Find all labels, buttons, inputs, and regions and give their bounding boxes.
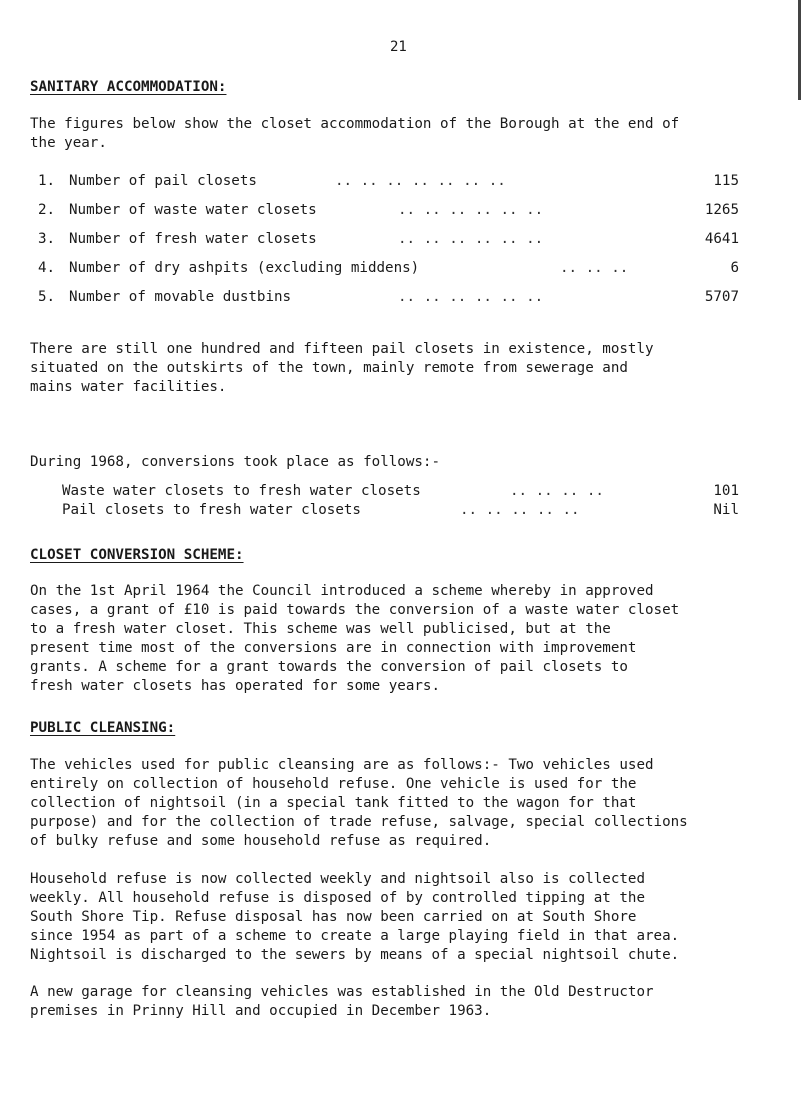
table-row — [0, 482, 801, 501]
public-cleansing-paragraph-1: The vehicles used for public cleansing are as follows:- Two vehicles used entirely on collection of household refuse. One vehicle is used for the collection of nightsoil (in a special tank fitted to the wagon for that purpose) and for the collection of trade refuse, salvage, special collections of bulky refuse and some household refuse as required. — [30, 757, 688, 849]
row-value: 1265 — [704, 202, 739, 218]
row-label: Pail closets to fresh water closets — [62, 502, 361, 518]
row-label: Number of dry ashpits (excluding middens) — [69, 260, 420, 276]
table-row — [0, 201, 801, 220]
row-value: 5707 — [704, 289, 739, 305]
row-number: 1. — [38, 173, 56, 189]
leader-dots: .. .. .. .. .. .. — [398, 231, 544, 247]
row-label: Number of fresh water closets — [69, 231, 317, 247]
leader-dots: .. .. .. .. — [510, 483, 604, 499]
row-label: Waste water closets to fresh water closets — [62, 483, 421, 499]
leader-dots: .. .. .. .. .. — [460, 502, 580, 518]
table-row — [0, 288, 801, 307]
closet-scheme-text: On the 1st April 1964 the Council introduced a scheme whereby in approved cases, a grant of £10 is paid towards the conversion of a waste water closet to a fresh water closet. This scheme was well publicised, but at the present time most of the conversions are in connection with improvement grants. A scheme for a grant towards the conversion of pail closets to fresh water closets has operated for some years. — [30, 583, 680, 694]
row-label: Number of waste water closets — [69, 202, 317, 218]
page-number: 21 — [390, 39, 407, 55]
sanitary-heading: SANITARY ACCOMMODATION: — [30, 79, 227, 95]
leader-dots: .. .. .. .. .. .. — [398, 202, 544, 218]
public-cleansing-paragraph-3: A new garage for cleansing vehicles was established in the Old Destructor premises in Prinny Hill and occupied in December 1963. — [30, 984, 654, 1019]
row-value: 101 — [713, 483, 739, 499]
table-row — [0, 172, 801, 191]
row-value: 4641 — [704, 231, 739, 247]
table-row — [0, 501, 801, 520]
row-value: 6 — [730, 260, 739, 276]
public-cleansing-paragraph-2: Household refuse is now collected weekly and nightsoil also is collected weekly. All household refuse is disposed of by controlled tipping at the South Shore Tip. Refuse disposal has now been carried on at South Shore since 1954 as part of a scheme to create a large playing field in that area. Nightsoil is discharged to the sewers by means of a special nightsoil chute. — [30, 871, 680, 963]
row-label: Number of movable dustbins — [69, 289, 292, 305]
table-row — [0, 230, 801, 249]
sanitary-intro: The figures below show the closet accommodation of the Borough at the end of the year. — [30, 116, 680, 151]
table-row — [0, 259, 801, 278]
row-label: Number of pail closets — [69, 173, 257, 189]
leader-dots: .. .. .. .. .. .. .. — [335, 173, 506, 189]
row-value: Nil — [713, 502, 739, 518]
row-value: 115 — [713, 173, 739, 189]
row-number: 3. — [38, 231, 56, 247]
row-number: 4. — [38, 260, 56, 276]
row-number: 2. — [38, 202, 56, 218]
conversions-intro: During 1968, conversions took place as follows:- — [30, 454, 440, 470]
closet-scheme-heading: CLOSET CONVERSION SCHEME: — [30, 547, 244, 563]
public-cleansing-heading: PUBLIC CLEANSING: — [30, 720, 176, 736]
row-number: 5. — [38, 289, 56, 305]
leader-dots: .. .. .. .. .. .. — [398, 289, 544, 305]
leader-dots: .. .. .. — [560, 260, 629, 276]
sanitary-note: There are still one hundred and fifteen pail closets in existence, mostly situated on the outskirts of the town, mainly remote from sewerage and mains water facilities. — [30, 341, 654, 395]
